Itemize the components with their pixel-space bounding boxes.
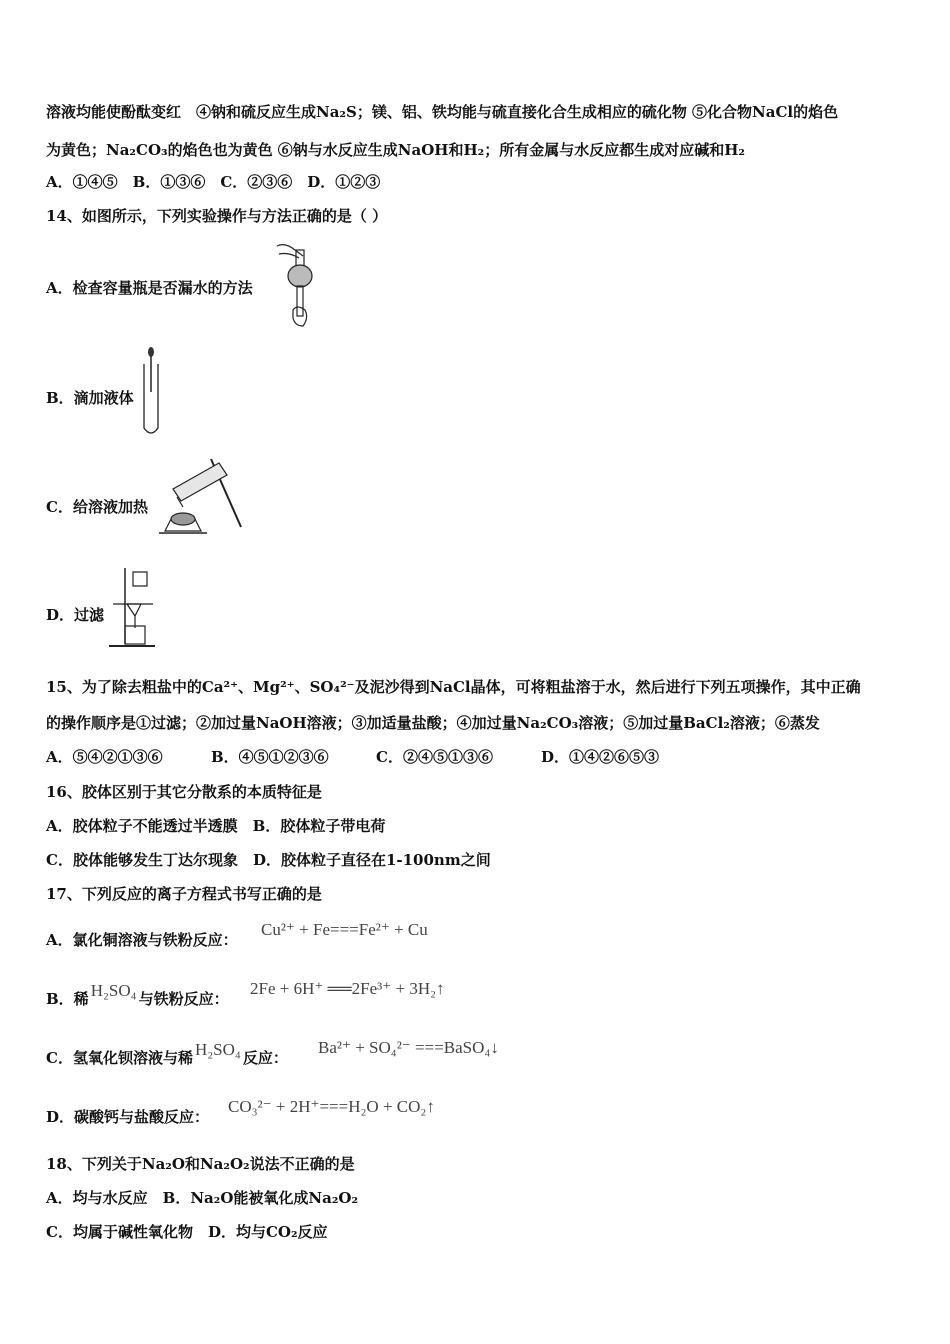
q17-option-b-acid: H₂SO₄	[90, 981, 137, 1000]
filtration-figure	[107, 564, 159, 652]
q15-option-d: D．①④②⑥⑤③	[541, 748, 660, 766]
q14-option-d: D．过滤	[46, 606, 105, 624]
q14-option-a: A．检查容量瓶是否漏水的方法	[46, 279, 253, 297]
q13-text-line1: 溶液均能使酚酞变红 ④钠和硫反应生成Na₂S；镁、铝、铁均能与硫直接化合生成相应的硫化物 ⑤化合物NaCl的焰色	[46, 103, 839, 121]
q15-option-c: C．②④⑤①③⑥	[376, 748, 493, 766]
q17-option-c-equation: Ba²⁺ + SO₄²⁻ ===BaSO₄↓	[318, 1038, 499, 1057]
q17-option-c-acid: H₂SO₄	[194, 1040, 241, 1059]
q13-text-line2: 为黄色；Na₂CO₃的焰色也为黄色 ⑥钠与水反应生成NaOH和H₂；所有金属与水反应都生成对应碱和H₂	[46, 141, 745, 159]
q13-options: A．①④⑤ B．①③⑥ C．②③⑥ D．①②③	[46, 173, 381, 191]
q14-option-b: B．滴加液体	[46, 389, 134, 407]
q17-option-a-equation: Cu²⁺ + Fe===Fe²⁺ + Cu	[261, 920, 428, 939]
q15-option-a: A．⑤④②①③⑥	[46, 748, 163, 766]
q17-option-c-label: C．氢氧化钡溶液与稀 H₂SO₄ 反应：	[46, 1040, 288, 1067]
q17-stem: 17、下列反应的离子方程式书写正确的是	[46, 885, 322, 903]
q16-options-cd: C．胶体能够发生丁达尔现象 D．胶体粒子直径在1-100nm之间	[46, 851, 491, 869]
q16-options-ab: A．胶体粒子不能透过半透膜 B．胶体粒子带电荷	[46, 817, 386, 835]
q16-stem: 16、胶体区别于其它分散系的本质特征是	[46, 783, 322, 801]
q18-options-ab: A．均与水反应 B．Na₂O能被氧化成Na₂O₂	[46, 1189, 359, 1207]
q15-stem-line2: 的操作顺序是①过滤；②加过量NaOH溶液；③加适量盐酸；④加过量Na₂CO₃溶液；⑤加过量BaCl₂溶液；⑥蒸发	[46, 714, 820, 732]
q18-stem: 18、下列关于Na₂O和Na₂O₂说法不正确的是	[46, 1155, 355, 1173]
q17-option-a-label: A．氯化铜溶液与铁粉反应：	[46, 931, 238, 949]
q15-option-b: B．④⑤①②③⑥	[211, 748, 329, 766]
q17-option-b-label: B．稀 H₂SO₄ 与铁粉反应：	[46, 981, 229, 1008]
q14-option-c: C．给溶液加热	[46, 498, 148, 516]
q17-option-d-equation: CO₃²⁻ + 2H⁺===H₂O + CO₂↑	[228, 1097, 435, 1116]
test-tube-dropper-figure	[140, 346, 164, 436]
q17-option-d-label: D．碳酸钙与盐酸反应：	[46, 1108, 210, 1126]
q14-stem: 14、如图所示，下列实验操作与方法正确的是（ ）	[46, 207, 388, 225]
q17-option-b-equation: 2Fe + 6H⁺ ══2Fe³⁺ + 3H₂↑	[250, 979, 445, 998]
heating-solution-figure	[157, 455, 245, 537]
q18-options-cd: C．均属于碱性氧化物 D．均与CO₂反应	[46, 1223, 328, 1241]
q15-stem-line1: 15、为了除去粗盐中的Ca²⁺、Mg²⁺、SO₄²⁻及泥沙得到NaCl晶体，可将粗盐溶于水，然后进行下列五项操作，其中正确	[46, 678, 861, 696]
volumetric-flask-figure	[275, 240, 325, 328]
